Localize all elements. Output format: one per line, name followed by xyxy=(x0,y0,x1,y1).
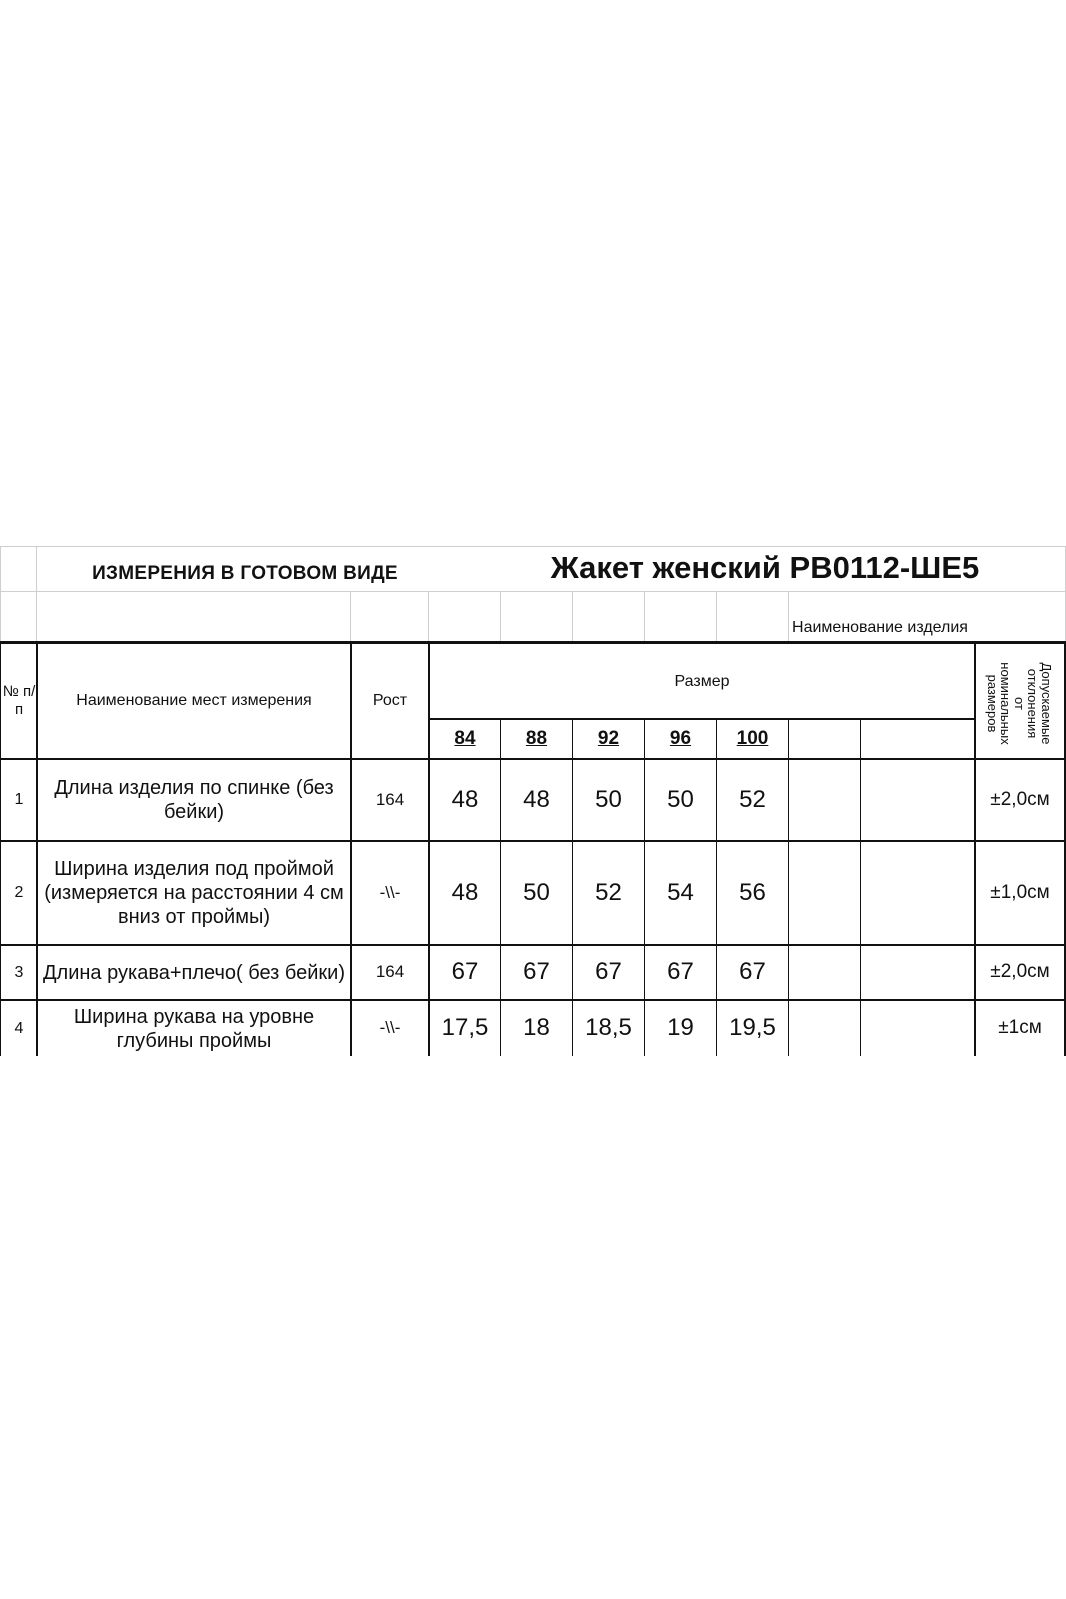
row-number: 2 xyxy=(14,884,24,902)
size-header: 84 xyxy=(454,727,476,749)
product-name: Жакет женский РВ0112-ШЕ5 xyxy=(550,550,980,586)
measurement-name: Длина рукава+плечо( без бейки) xyxy=(43,961,345,984)
size-value: 67 xyxy=(739,958,766,986)
size-value: 54 xyxy=(667,878,694,906)
size-value: 67 xyxy=(523,958,550,986)
tolerance-value: ±2,0см xyxy=(990,961,1050,983)
size-header: 88 xyxy=(525,727,548,749)
measurement-name: Длина изделия по спинке (без бейки) xyxy=(54,777,334,823)
size-value: 52 xyxy=(739,785,766,813)
measurement-table xyxy=(0,546,1066,1056)
size-value: 50 xyxy=(523,878,550,906)
tolerance-value: ±2,0см xyxy=(990,788,1050,810)
column-header-tolerance: Допускаемые отклонения от номинальных размеров xyxy=(984,662,1055,745)
size-header: 96 xyxy=(669,727,692,749)
row-number: 3 xyxy=(14,963,24,981)
size-value: 67 xyxy=(667,958,694,986)
size-value: 48 xyxy=(451,878,479,906)
row-number: 1 xyxy=(14,791,24,809)
size-value: 52 xyxy=(595,878,622,906)
rost-value: 164 xyxy=(375,962,405,982)
size-value: 18,5 xyxy=(585,1014,632,1042)
size-value: 67 xyxy=(595,958,622,986)
measurement-name: Ширина рукава на уровне глубины проймы xyxy=(73,1005,315,1052)
size-value: 48 xyxy=(523,785,550,813)
size-value: 50 xyxy=(667,785,694,813)
rost-value: -\\- xyxy=(379,882,401,902)
size-value: 17,5 xyxy=(441,1014,489,1042)
column-header-size-group: Размер xyxy=(674,673,730,691)
column-header-num: № п/п xyxy=(2,683,36,718)
size-value: 19,5 xyxy=(729,1014,776,1042)
size-value: 50 xyxy=(595,785,622,813)
row-number: 4 xyxy=(14,1019,24,1037)
size-header: 92 xyxy=(597,727,620,749)
rost-value: -\\- xyxy=(379,1018,401,1038)
tolerance-value: ±1,0см xyxy=(990,881,1050,903)
page-title: ИЗМЕРЕНИЯ В ГОТОВОМ ВИДЕ xyxy=(92,562,398,584)
product-label: Наименование изделия xyxy=(792,619,968,637)
rost-value: 164 xyxy=(375,789,405,809)
measurement-name: Ширина изделия под проймой (измеряется на расстоянии 4 см вниз от проймы) xyxy=(44,858,344,928)
size-value: 19 xyxy=(667,1014,694,1042)
column-header-rost: Рост xyxy=(372,692,408,710)
size-header: 100 xyxy=(736,727,769,749)
size-value: 18 xyxy=(523,1014,550,1042)
tolerance-value: ±1см xyxy=(998,1017,1042,1039)
size-value: 67 xyxy=(451,958,479,986)
column-header-name: Наименование мест измерения xyxy=(76,692,312,710)
size-value: 56 xyxy=(739,878,766,906)
size-value: 48 xyxy=(451,785,479,813)
